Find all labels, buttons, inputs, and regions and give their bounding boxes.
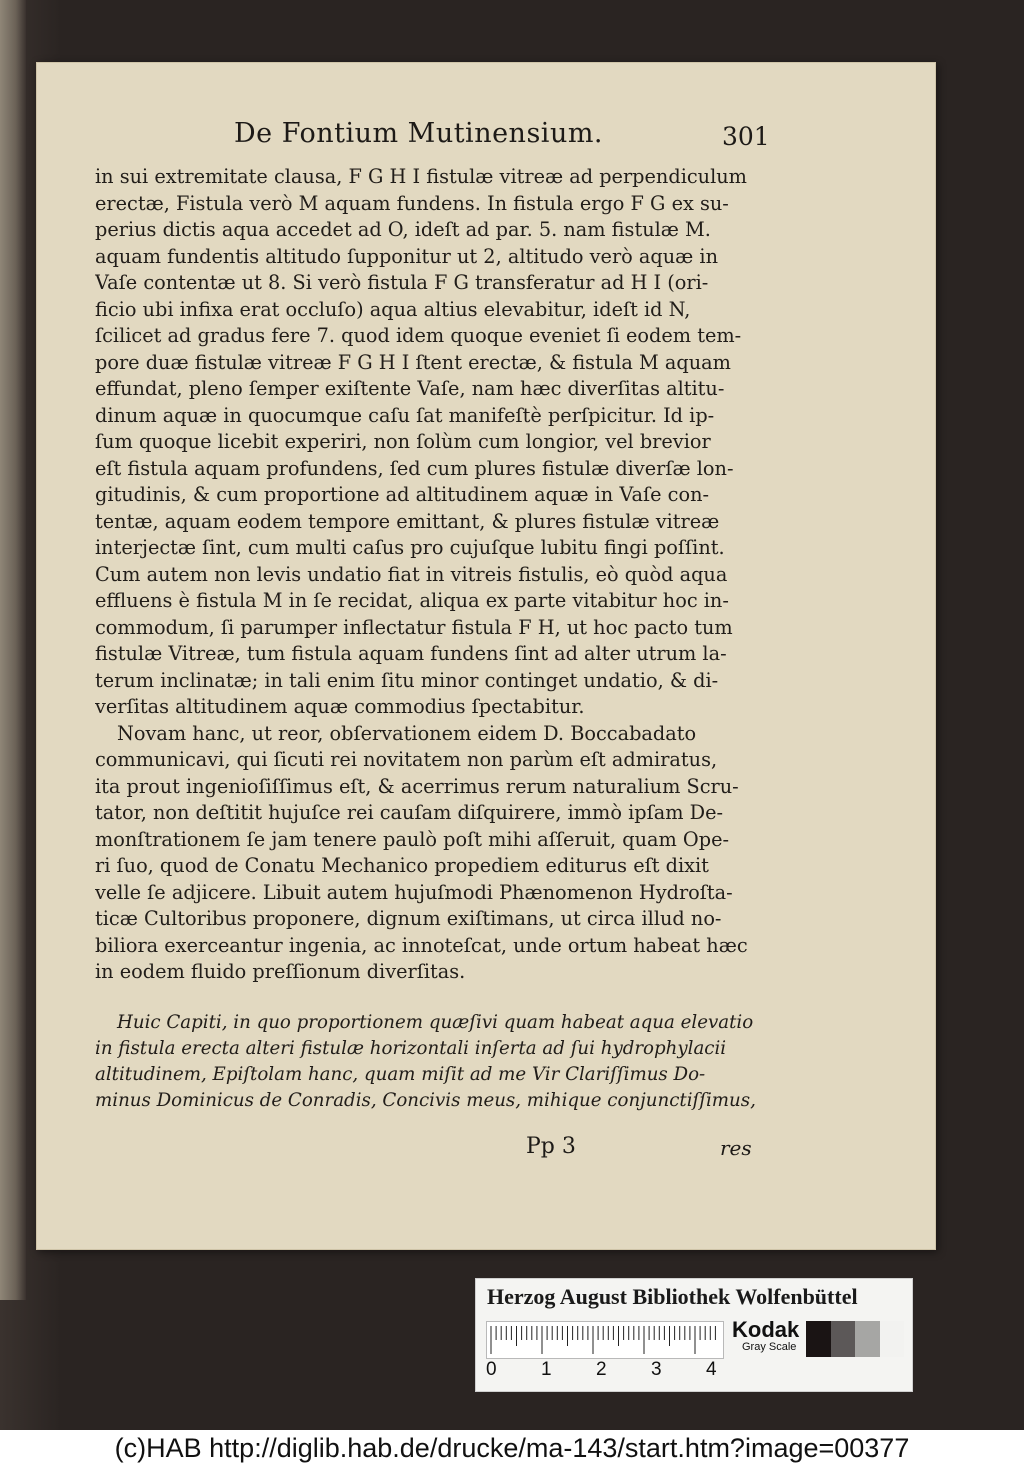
text-line: effundat, pleno ſemper exiſtente Vaſe, nam hæc diverſitas altitu- bbox=[95, 377, 725, 400]
text-line: perius dictis aqua accedet ad O, ideſt ad par. 5. nam fistulæ M. bbox=[95, 218, 711, 241]
ruler-number: 2 bbox=[596, 1359, 607, 1380]
text-line: eſt fistula aquam profundens, ſed cum plures fistulæ diverſæ lon- bbox=[95, 456, 734, 480]
signature-mark: Pp 3 bbox=[526, 1134, 576, 1159]
url-caption: (c)HAB http://diglib.hab.de/drucke/ma-143/start.htm?image=00377 bbox=[114, 1433, 910, 1463]
gray-swatch bbox=[806, 1321, 831, 1357]
text-line: pore duæ fistulæ vitreæ F G H I ſtent erectæ, & fistula M aquam bbox=[95, 350, 731, 374]
text-line: in eodem fluido preſſionum diverſitas. bbox=[95, 960, 466, 983]
ruler-ticks bbox=[487, 1322, 723, 1358]
text-line: effluens è fistula M in ſe recidat, aliqua ex parte vitabitur hoc in- bbox=[95, 589, 729, 612]
ruler-numbers bbox=[486, 1359, 722, 1381]
ruler-number: 4 bbox=[706, 1359, 717, 1380]
catchword: res bbox=[720, 1136, 752, 1160]
italic-line: minus Dominicus de Conradis, Concivis meus, mihique conjunctiſſimus, bbox=[95, 1090, 756, 1111]
text-line: ſcilicet ad gradus fere 7. quod idem quoque eveniet ſi eodem tem- bbox=[95, 324, 742, 347]
text-line: Cum autem non levis undatio fiat in vitreis fistulis, eò quòd aqua bbox=[95, 562, 728, 586]
page-number: 301 bbox=[722, 122, 770, 151]
text-line: Vaſe contentæ ut 8. Si verò fistula F G transferatur ad H I (ori- bbox=[95, 271, 709, 294]
text-line: ita prout ingenioſiſſimus eſt, & acerrimus rerum naturalium Scru- bbox=[95, 774, 739, 798]
text-line: velle ſe adjicere. Libuit autem hujuſmodi Phænomenon Hydroſta- bbox=[95, 880, 733, 904]
body-text bbox=[95, 164, 760, 986]
gray-scale-label: Gray Scale bbox=[742, 1341, 797, 1353]
text-line: verſitas altitudinem aquæ commodius ſpectabitur. bbox=[95, 695, 585, 718]
binding-edge bbox=[0, 0, 26, 1300]
italic-line: Huic Capiti, in quo proportionem quæſivi quam habeat aqua elevatio bbox=[117, 1012, 754, 1033]
library-color-card bbox=[475, 1278, 913, 1392]
text-line: ticæ Cultoribus proponere, dignum exiſtimans, ut circa illud no- bbox=[95, 907, 722, 930]
gray-swatch bbox=[880, 1321, 905, 1357]
kodak-logo: Kodak bbox=[732, 1317, 800, 1342]
page-footer bbox=[36, 1134, 936, 1164]
italic-paragraph bbox=[95, 1010, 760, 1114]
text-line: commodum, ſi parumper inflectatur fistula F H, ut hoc pacto tum bbox=[95, 615, 733, 639]
text-line: in sui extremitate clausa, F G H I fistulæ vitreæ ad perpendiculum bbox=[95, 165, 747, 188]
text-line: fistulæ Vitreæ, tum fistula aquam fundens ſint ad alter utrum la- bbox=[95, 642, 727, 665]
text-line: interjectæ ſint, cum multi caſus pro cujuſque lubitu fingi poſſint. bbox=[95, 536, 725, 559]
ruler-number: 0 bbox=[486, 1359, 497, 1380]
text-line: ficio ubi infixa erat occluſo) aqua altius elevabitur, ideſt id N, bbox=[95, 297, 691, 321]
gray-swatch bbox=[831, 1321, 856, 1357]
text-line: monſtrationem ſe jam tenere paulò poſt mihi aſſeruit, quam Ope- bbox=[95, 827, 729, 851]
text-line: ſum quoque licebit experiri, non ſolùm cum longior, vel brevior bbox=[95, 430, 711, 453]
text-line: biliora exerceantur ingenia, ac innoteſcat, unde ortum habeat hæc bbox=[95, 933, 748, 957]
text-line: erectæ, Fistula verò M aquam fundens. In fistula ergo F G ex su- bbox=[95, 191, 729, 215]
page-header bbox=[36, 112, 936, 152]
italic-line: altitudinem, Epiſtolam hanc, quam miſit ad me Vir Clariſſimus Do- bbox=[95, 1064, 706, 1085]
text-line: terum inclinatæ; in tali enim ſitu minor continget undatio, & di- bbox=[95, 668, 719, 692]
gray-swatch bbox=[855, 1321, 880, 1357]
text-line: Novam hanc, ut reor, obſervationem eidem D. Boccabadato bbox=[117, 721, 697, 745]
running-title: De Fontium Mutinensium. bbox=[234, 118, 604, 149]
library-title: Herzog August Bibliothek Wolfenbüttel bbox=[487, 1284, 858, 1309]
book-page bbox=[36, 62, 936, 1250]
url-caption-bar bbox=[0, 1430, 1024, 1470]
text-line: aquam fundentis altitudo ſupponitur ut 2, altitudo verò aquæ in bbox=[95, 244, 719, 268]
ruler-number: 1 bbox=[541, 1359, 552, 1380]
italic-line: in fistula erecta alteri fistulæ horizontali inſerta ad ſui hydrophylacii bbox=[95, 1038, 727, 1059]
text-line: tator, non deſtitit hujuſce rei cauſam diſquirere, immò ipſam De- bbox=[95, 801, 724, 824]
text-line: gitudinis, & cum proportione ad altitudinem aquæ in Vaſe con- bbox=[95, 483, 710, 506]
text-line: ri ſuo, quod de Conatu Mechanico propediem editurus eſt dixit bbox=[95, 854, 709, 877]
text-line: communicavi, qui ſicuti rei novitatem non parùm eſt admiratus, bbox=[95, 748, 718, 771]
ruler-number: 3 bbox=[651, 1359, 662, 1380]
gray-scale-swatches bbox=[806, 1321, 904, 1357]
text-line: dinum aquæ in quocumque caſu ſat manifeſtè perſpicitur. Id ip- bbox=[95, 403, 715, 427]
ruler-scale bbox=[486, 1321, 724, 1359]
text-line: tentæ, aquam eodem tempore emittant, & plures fistulæ vitreæ bbox=[95, 509, 720, 533]
